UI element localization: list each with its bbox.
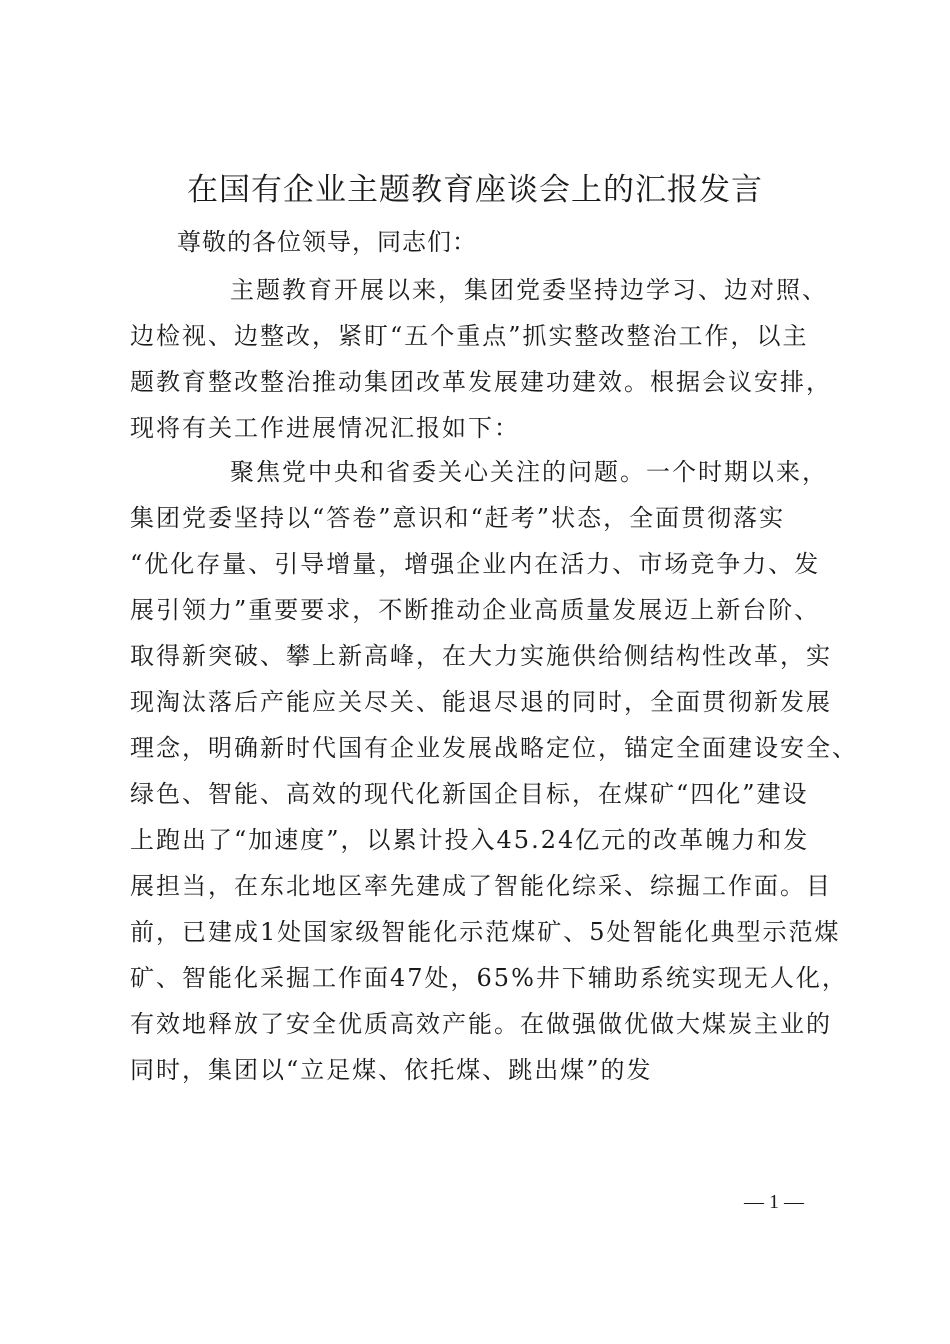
paragraph-line: 绿色、智能、高效的现代化新国企目标，在煤矿“四化”建设 <box>130 780 809 808</box>
paragraph-line: 边检视、边整改，紧盯“五个重点”抓实整改整治工作，以主 <box>130 322 809 350</box>
document-title: 在国有企业主题教育座谈会上的汇报发言 <box>187 172 763 208</box>
paragraph-line: 展担当，在东北地区率先建成了智能化综采、综掘工作面。目 <box>130 872 832 900</box>
paragraph-line: 主题教育开展以来，集团党委坚持边学习、边对照、 <box>230 276 828 304</box>
page-number: — 1 — <box>744 1191 804 1213</box>
paragraph-line: “优化存量、引导增量，增强企业内在活力、市场竞争力、发 <box>130 550 821 578</box>
paragraph-line: 展引领力”重要要求，不断推动企业高质量发展迈上新台阶、 <box>130 596 821 624</box>
salutation: 尊敬的各位领导，同志们： <box>177 228 477 256</box>
paragraph-line: 现将有关工作进展情况汇报如下： <box>130 414 520 442</box>
paragraph-2 <box>130 449 858 1093</box>
paragraph-line: 取得新突破、攀上新高峰，在大力实施供给侧结构性改革，实 <box>130 642 832 670</box>
paragraph-line: 上跑出了“加速度”，以累计投入45.24亿元的改革魄力和发 <box>130 826 810 854</box>
paragraph-line: 同时，集团以“立足煤、依托煤、跳出煤”的发 <box>130 1056 653 1084</box>
paragraph-line: 集团党委坚持以“答卷”意识和“赶考”状态，全面贯彻落实 <box>130 504 786 532</box>
paragraph-line: 理念，明确新时代国有企业发展战略定位，锚定全面建设安全、 <box>130 734 858 762</box>
paragraph-line: 现淘汰落后产能应关尽关、能退尽退的同时，全面贯彻新发展 <box>130 688 832 716</box>
paragraph-line: 有效地释放了安全优质高效产能。在做强做优做大煤炭主业的 <box>130 1010 832 1038</box>
paragraph-line: 矿、智能化采掘工作面47处，65%井下辅助系统实现无人化， <box>130 964 848 992</box>
paragraph-1 <box>130 267 830 451</box>
paragraph-line: 前，已建成1处国家级智能化示范煤矿、5处智能化典型示范煤 <box>130 918 841 946</box>
paragraph-line: 聚焦党中央和省委关心关注的问题。一个时期以来， <box>230 458 828 486</box>
paragraph-line: 题教育整改整治推动集团改革发展建功建效。根据会议安排， <box>130 368 832 396</box>
